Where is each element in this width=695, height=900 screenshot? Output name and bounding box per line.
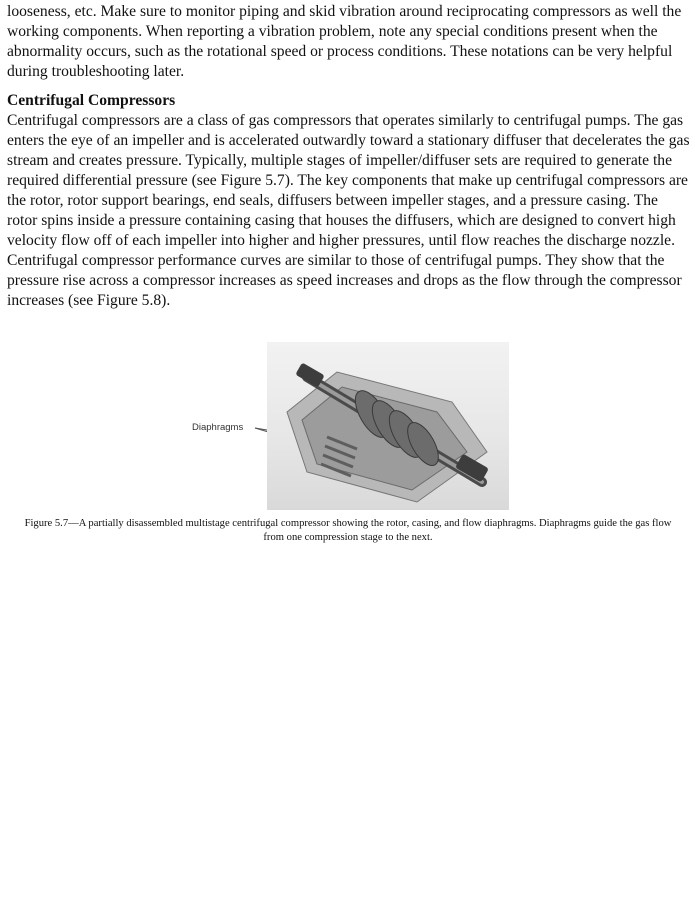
compressor-illustration [267,342,509,510]
figure-5-7 [185,342,510,512]
section-body-paragraph: Centrifugal compressors are a class of gas compressors that operates similarly to centrifugal pumps. The gas enters the eye of an impeller and is accelerated outwardly toward a stationary diffuser that decelerates the gas stream and creates pressure. Typically, multiple stages of impeller/diffuser sets are required to generate the required differential pressure (see Figure 5.7). The key components that make up centrifugal compressors are the rotor, rotor support bearings, end seals, diffusers between impeller stages, and a pressure casing. The rotor spins inside a pressure containing casing that houses the diffusers, which are designed to convert high velocity flow off of each impeller into higher and higher pressures, until flow reaches the discharge nozzle. Centrifugal compressor performance curves are similar to those of centrifugal pumps. They show that the pressure rise across a compressor increases as speed increases and drops as the flow through the compressor increases (see Figure 5.8). [7,112,690,309]
intro-paragraph: looseness, etc. Make sure to monitor piping and skid vibration around reciprocating compressors as well the working components. When reporting a vibration problem, note any special conditions present when the abnormality occurs, such as the rotational speed or process conditions. These notations can be very helpful during troubleshooting later. [7,3,682,80]
figure-caption: Figure 5.7—A partially disassembled multistage centrifugal compressor showing the rotor, casing, and flow diaphragms. Diaphragms guide the gas flow from one compression stage to the next. [24,518,672,543]
diaphragms-callout-label: Diaphragms [192,422,244,433]
document-page [7,2,691,311]
section-heading: Centrifugal Compressors [7,92,176,109]
compressor-photo [267,342,509,510]
